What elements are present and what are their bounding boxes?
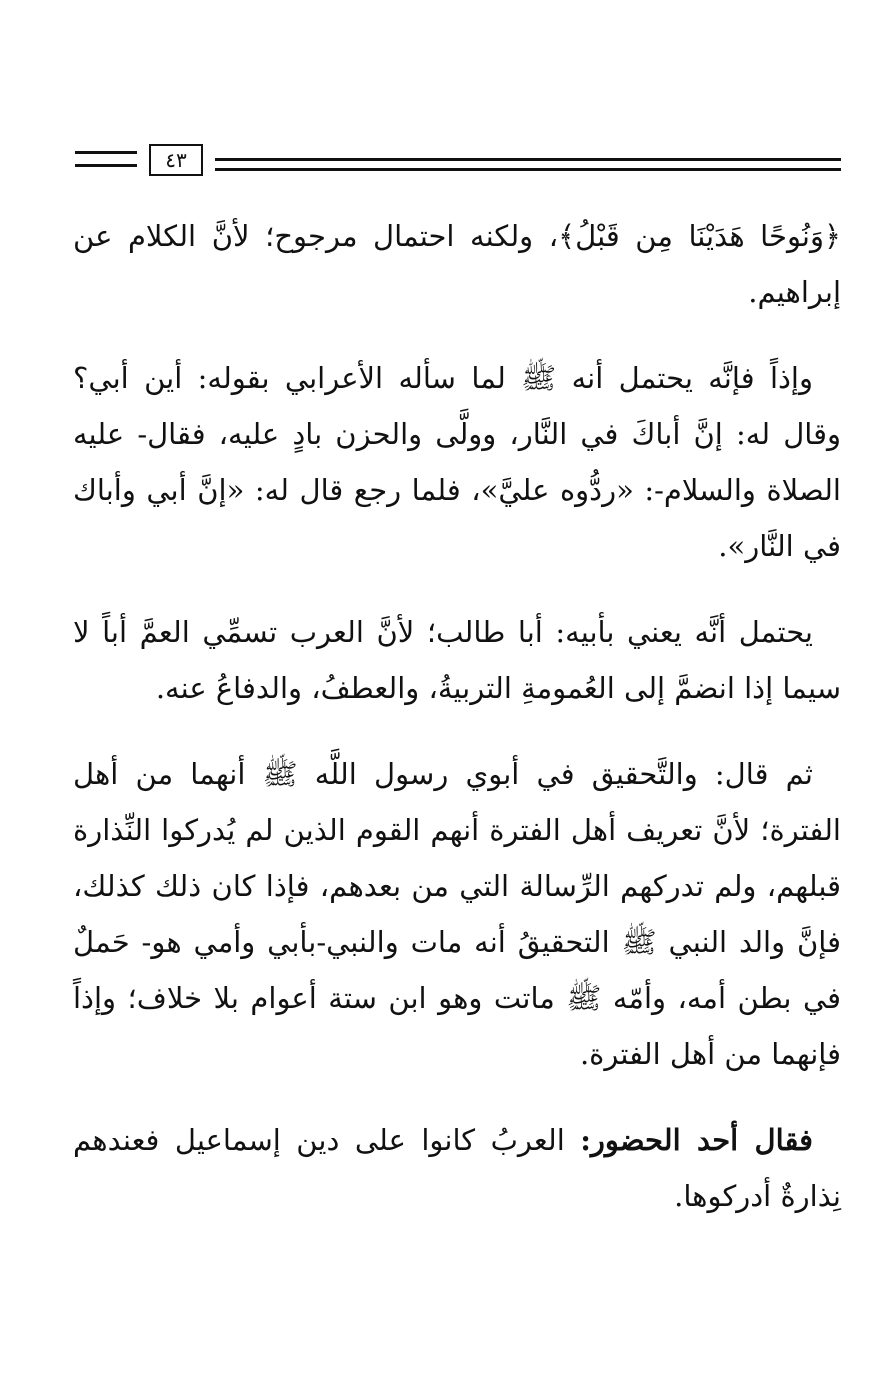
page-body — [73, 208, 841, 1224]
speaker-label: فقال أحد الحضور: — [580, 1123, 813, 1157]
page-number: ٤٣ — [165, 148, 187, 172]
page-number-box — [149, 144, 203, 176]
paragraph-3: يحتمل أنَّه يعني بأبيه: أبا طالب؛ لأنَّ العرب تسمِّي العمَّ أباً لا سيما إذا انضمَّ إلى العُمومةِ التربيةُ، والعطفُ، والدفاعُ عنه. — [73, 615, 841, 705]
page-header — [75, 144, 841, 178]
paragraph-2: وإذاً فإنَّه يحتمل أنه ﷺ لما سأله الأعرابي بقوله: أين أبي؟ وقال له: إنَّ أباكَ في النَّار، وولَّى والحزن بادٍ عليه، فقال- عليه الصلاة والسلام-: «ردُّوه عليَّ»، فلما رجع قال له: «إنَّ أبي وأباك في النَّار». — [73, 361, 841, 563]
paragraph-5 — [73, 1112, 841, 1224]
paragraph-4: ثم قال: والتَّحقيق في أبوي رسول اللَّه ﷺ أنهما من أهل الفترة؛ لأنَّ تعريف أهل الفترة أنهم القوم الذين لم يُدركوا النِّذارة قبلهم، ولم تدركهم الرِّسالة التي من بعدهم، فإذا كان ذلك كذلك، فإنَّ والد النبي ﷺ التحقيقُ أنه مات والنبي-بأبي وأمي هو- حَملٌ في بطن أمه، وأمّه ﷺ ماتت وهو ابن ستة أعوام بلا خلاف؛ وإذاً فإنهما من أهل الفترة. — [73, 757, 841, 1071]
paragraph-1: ﴿وَنُوحًا هَدَيْنَا مِن قَبْلُ﴾، ولكنه احتمال مرجوح؛ لأنَّ الكلام عن إبراهيم. — [73, 219, 841, 309]
header-rule-right — [215, 158, 841, 171]
paragraph-5-text: العربُ كانوا على دين إسماعيل فعندهم نِذارةٌ أدركوها. — [73, 1123, 841, 1213]
header-rule-left — [75, 151, 137, 167]
